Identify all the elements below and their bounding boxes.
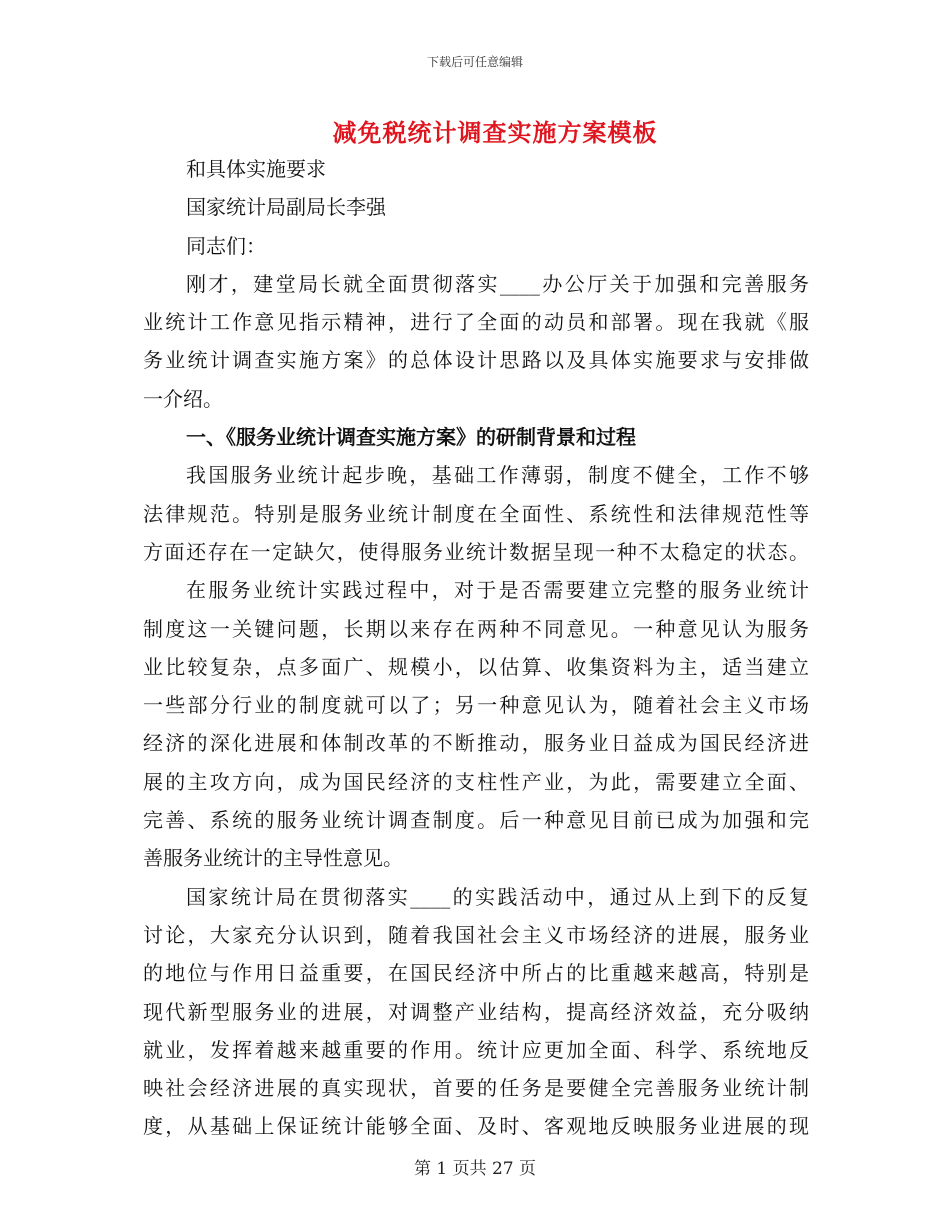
text-line: 展的主攻方向，成为国民经济的支柱性产业，为此，需要建立全面、 (143, 769, 809, 794)
text-line: 业统计工作意见指示精神，进行了全面的动员和部署。现在我就《服 (143, 310, 809, 335)
text-line: 就业，发挥着越来越重要的作用。统计应更加全面、科学、系统地反 (143, 1037, 809, 1062)
text-line: 度，从基础上保证统计能够全面、及时、客观地反映服务业进展的现 (143, 1114, 809, 1139)
document-title: 减免税统计调查实施方案模板 (332, 119, 658, 147)
text-line: 讨论，大家充分认识到，随着我国社会主义市场经济的进展，服务业 (143, 922, 809, 947)
text-line: 国家统计局在贯彻落实____的实践活动中，通过从上到下的反复 (186, 884, 809, 909)
document-body (143, 150, 809, 1146)
page-footer: 第 1 页共 27 页 (413, 1159, 537, 1179)
text-line: 务业统计调查实施方案》的总体设计思路以及具体实施要求与安排做 (143, 348, 809, 373)
text-line: 我国服务业统计起步晚，基础工作薄弱，制度不健全，工作不够 (186, 463, 809, 488)
text-line: 一介绍。 (143, 386, 223, 411)
text-line: 和具体实施要求 (186, 157, 326, 181)
text-line: 刚才，建堂局长就全面贯彻落实____办公厅关于加强和完善服务 (186, 271, 809, 296)
text-line: 方面还存在一定缺欠，使得服务业统计数据呈现一种不太稳定的状态。 (143, 539, 809, 564)
text-line: 在服务业统计实践过程中，对于是否需要建立完整的服务业统计 (186, 578, 809, 603)
text-line: 的地位与作用日益重要，在国民经济中所占的比重越来越高，特别是 (143, 961, 809, 986)
text-line: 同志们： (186, 233, 266, 258)
text-line: 法律规范。特别是服务业统计制度在全面性、系统性和法律规范性等 (143, 501, 809, 526)
text-line: 国家统计局副局长李强 (186, 195, 386, 220)
text-line: 完善、系统的服务业统计调查制度。后一种意见目前已成为加强和完 (143, 808, 809, 833)
text-line: 现代新型服务业的进展，对调整产业结构，提高经济效益，充分吸纳 (143, 999, 809, 1024)
text-line: 善服务业统计的主导性意见。 (143, 846, 403, 871)
text-line: 映社会经济进展的真实现状，首要的任务是要健全完善服务业统计制 (143, 1076, 809, 1101)
text-line: 业比较复杂，点多面广、规模小，以估算、收集资料为主，适当建立 (143, 654, 809, 679)
text-line: 制度这一关键问题，长期以来存在两种不同意见。一种意见认为服务 (143, 616, 809, 641)
text-line: 经济的深化进展和体制改革的不断推动，服务业日益成为国民经济进 (143, 731, 809, 756)
page-header: 下载后可任意编辑 (426, 55, 523, 69)
text-line: 一些部分行业的制度就可以了；另一种意见认为，随着社会主义市场 (143, 693, 809, 718)
section-heading: 一、《服务业统计调查实施方案》的研制背景和过程 (186, 425, 636, 450)
